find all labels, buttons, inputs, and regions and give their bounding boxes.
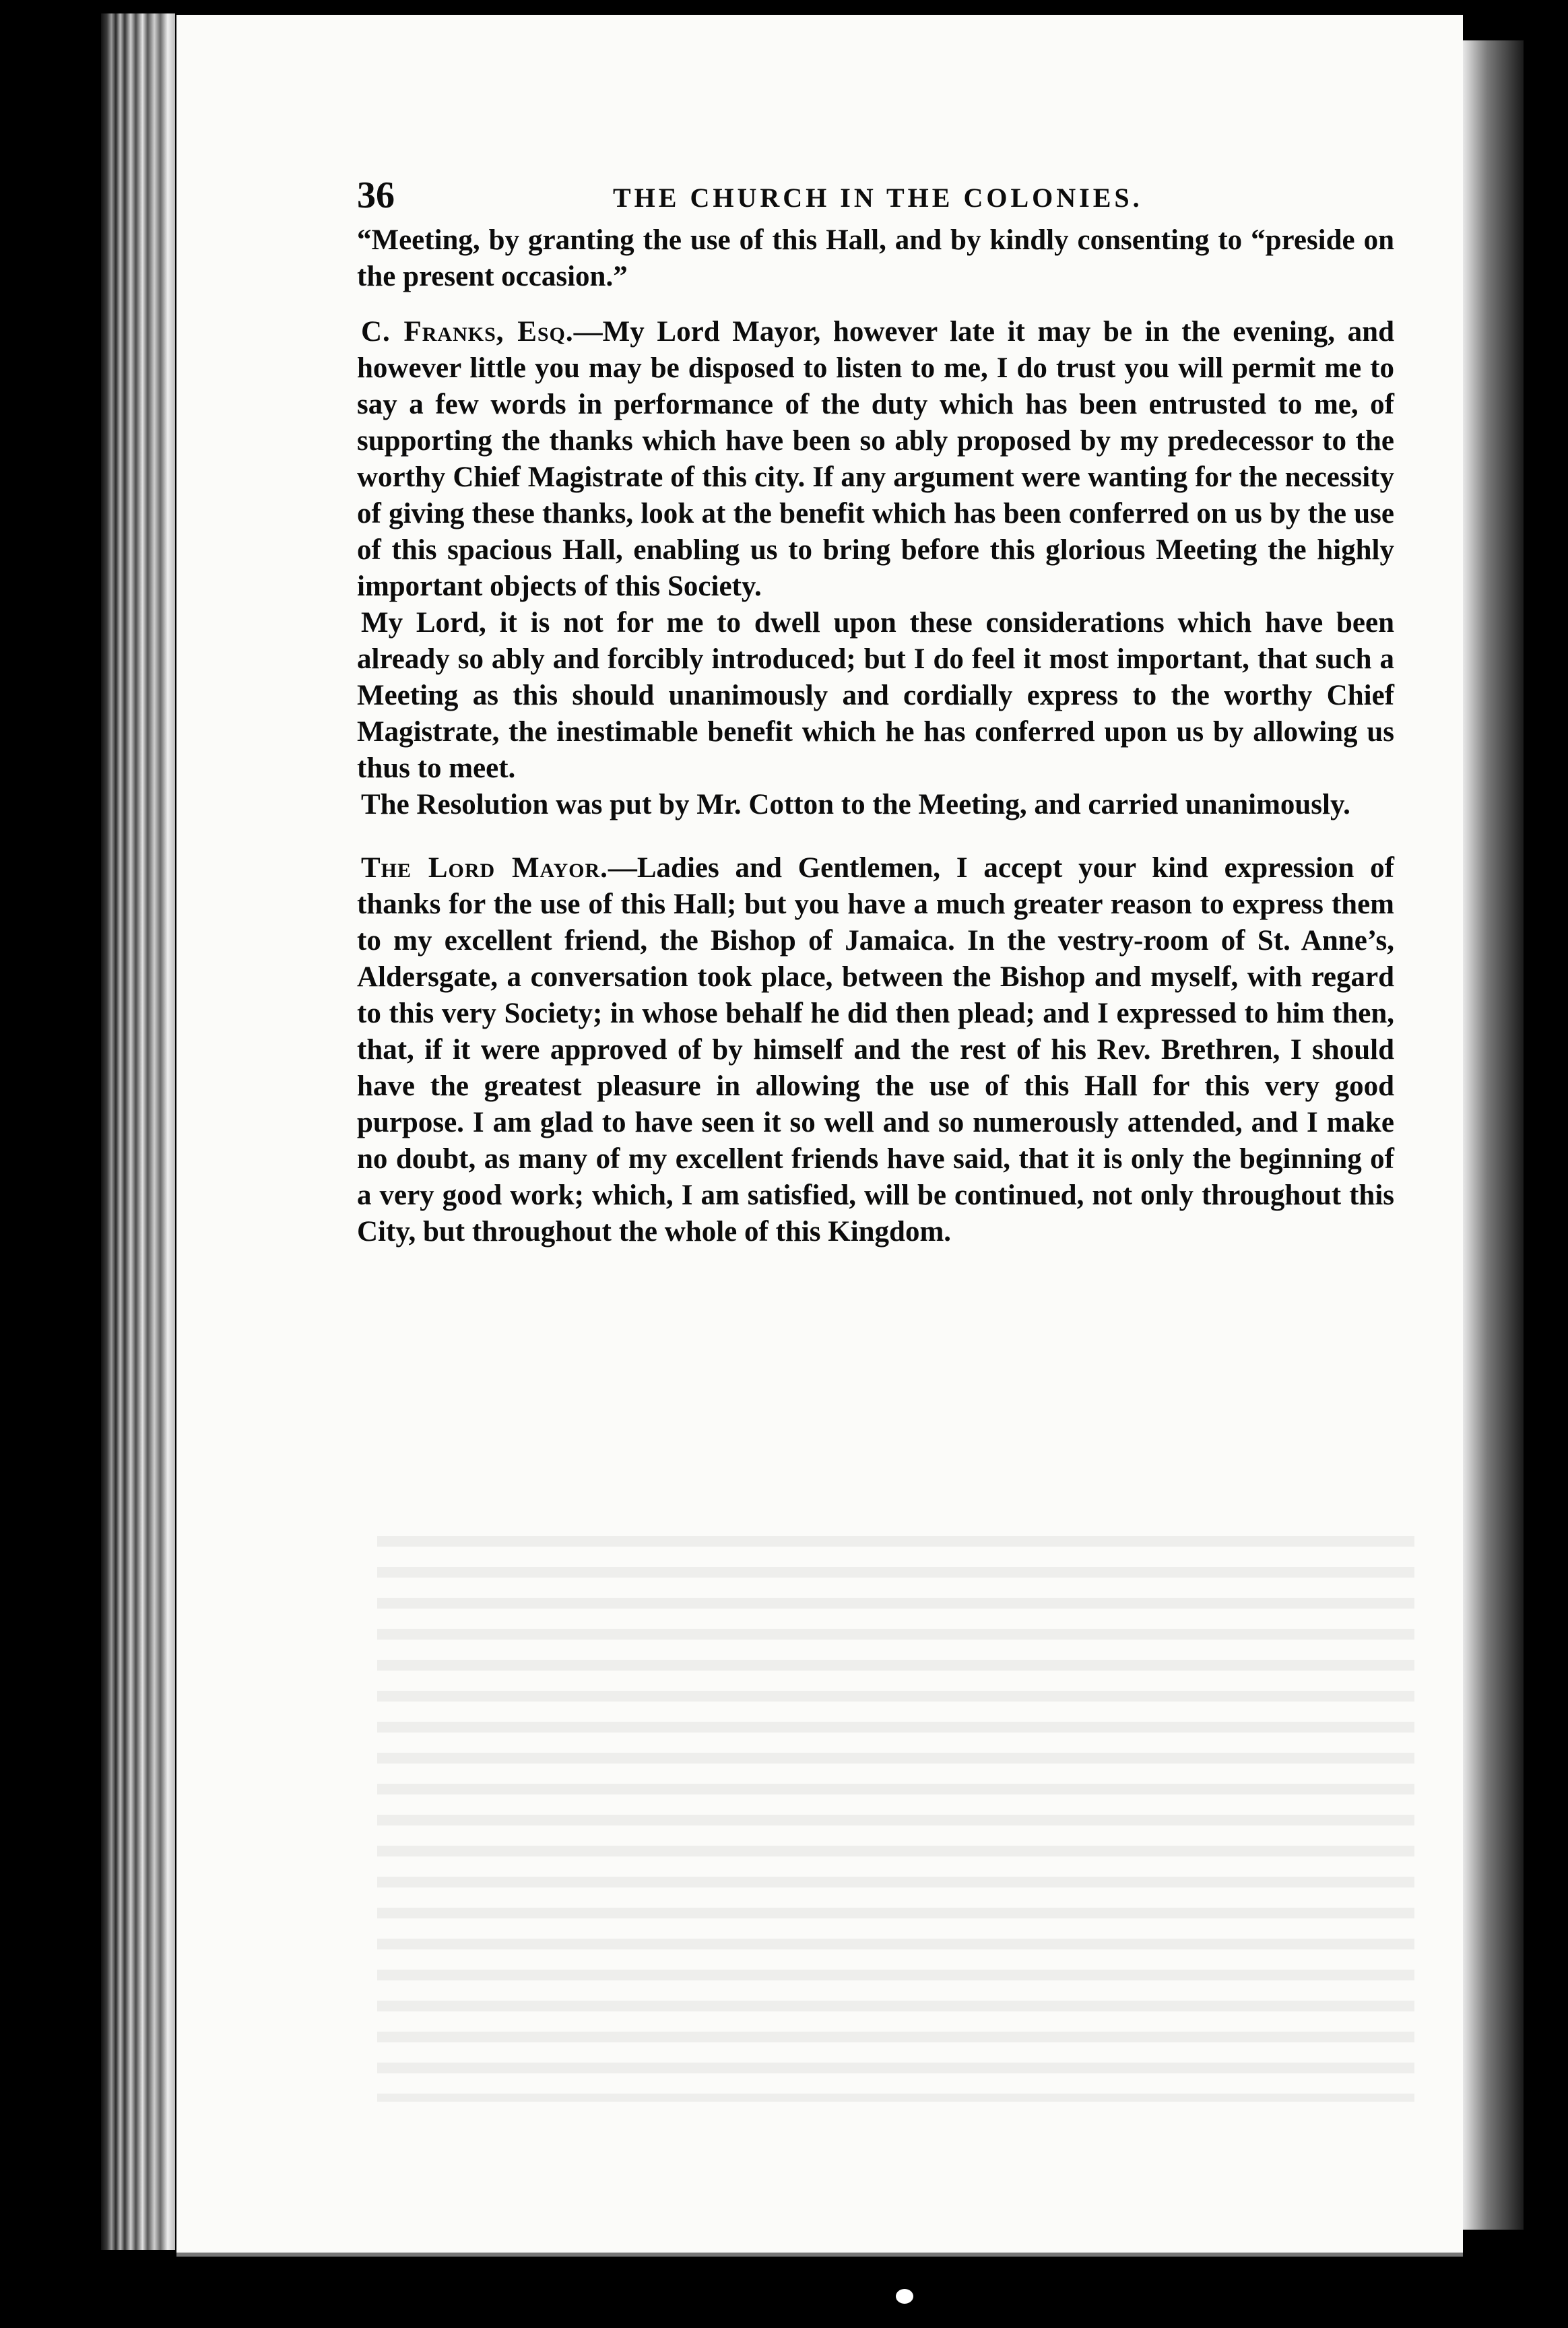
bleed-through-text: [377, 1516, 1414, 2102]
facing-page-edge: [1463, 40, 1524, 2230]
paragraph-resolution: [357, 787, 1394, 823]
paragraph-text: The Resolution was put by Mr. Cotton to the Meeting, and carried unanimously.: [361, 789, 1350, 820]
paragraph-text: My Lord, it is not for me to dwell upon these considerations which have been already so ably and forcibly introduced; but I do feel it most important, that such a Meeting as this should unanimously and cordially express to the worthy Chief Magistrate, the inestimable benefit which he has conferred upon us by allowing us thus to meet.: [357, 607, 1394, 784]
book-spine-edge: [101, 13, 175, 2250]
paragraph-quote-end: [357, 222, 1394, 295]
scan-speck: [896, 2289, 913, 2304]
speaker-name: The Lord Mayor.: [361, 852, 608, 884]
paragraph-text: —My Lord Mayor, however late it may be in the evening, and however little you may be disposed to listen to me, I do trust you will permit me to say a few words in performance of the duty which has been entrusted to me, of supporting the thanks which have been so ably proposed by my predecessor to the worthy Chief Magistrate of this city. If any argument were wanting for the necessity of giving these thanks, look at the benefit which has been conferred on us by the use of this spacious Hall, enabling us to bring before this glorious Meeting the highly important objects of this Society.: [357, 316, 1394, 602]
running-head: THE CHURCH IN THE COLONIES.: [613, 183, 1143, 213]
page-text-block: [357, 155, 1394, 1250]
page-number: 36: [357, 174, 395, 216]
paragraph-franks: [357, 314, 1394, 605]
page-bottom-edge: [176, 2253, 1463, 2257]
speaker-name: C. Franks, Esq.: [361, 316, 574, 348]
paragraph-text: —Ladies and Gentlemen, I accept your kind expression of thanks for the use of this Hall; but you have a much greater reason to express them to my excellent friend, the Bishop of Jamaica. In the vestry-room of St. Anne’s, Aldersgate, a conversation took place, between the Bishop and myself, with regard to this very Society; in whose behalf he did then plead; and I expressed to him then, that, if it were approved of by himself and the rest of his Rev. Brethren, I should have the greatest pleasure in allowing the use of this Hall for this very good purpose. I am glad to have seen it so well and so numerously attended, and I make no doubt, as many of my excellent friends have said, that it is only the beginning of a very good work; which, I am satisfied, will be continued, not only throughout this City, but throughout the whole of this Kingdom.: [357, 852, 1394, 1248]
paragraph-text: “Meeting, by granting the use of this Hall, and by kindly consenting to “preside on the present occasion.”: [357, 224, 1394, 292]
paragraph-my-lord: [357, 605, 1394, 787]
page-header: [357, 155, 1394, 222]
paragraph-lord-mayor: [357, 850, 1394, 1250]
